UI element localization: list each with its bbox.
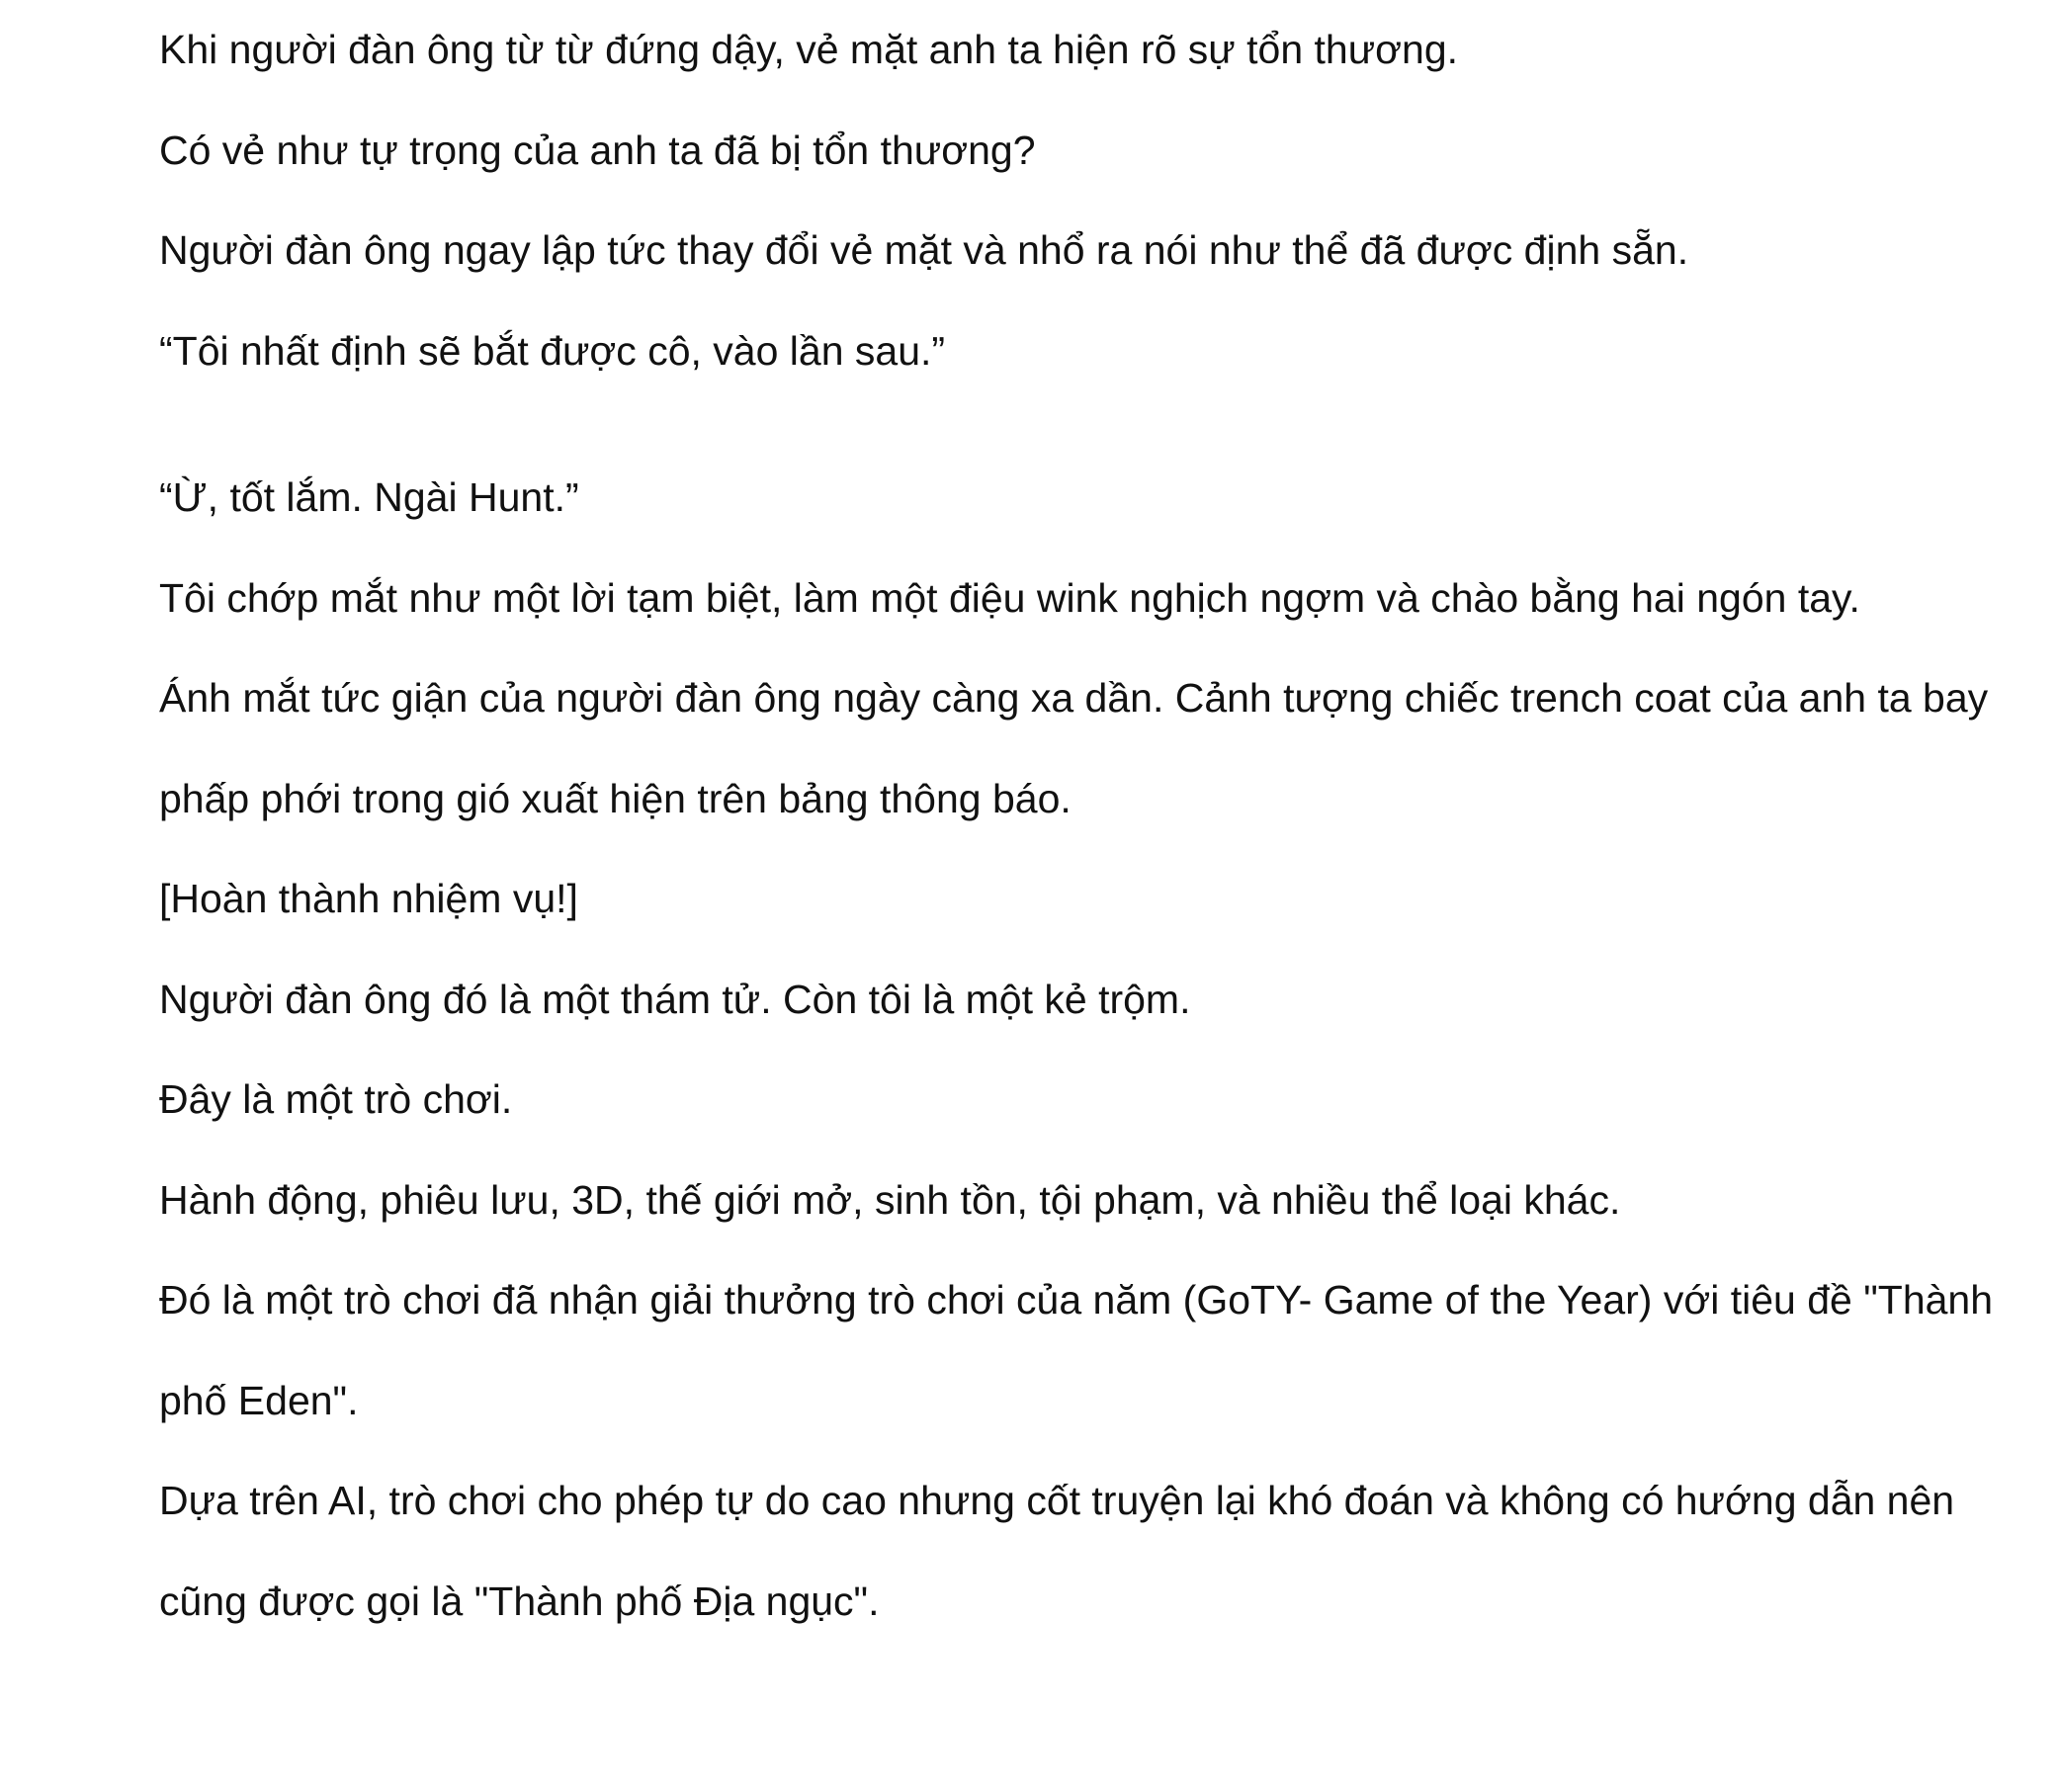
paragraph-gap xyxy=(159,401,1998,448)
paragraph-3: Người đàn ông ngay lập tức thay đổi vẻ mặt và nhổ ra nói như thể đã được định sẵn. xyxy=(159,227,1689,273)
paragraph-4: “Tôi nhất định sẽ bắt được cô, vào lần sau.” xyxy=(159,327,946,374)
paragraph-6: Tôi chớp mắt như một lời tạm biệt, làm một điệu wink nghịch ngợm và chào bằng hai ngón tay. xyxy=(159,574,1860,621)
paragraph-2: Có vẻ như tự trọng của anh ta đã bị tổn thương? xyxy=(159,127,1036,173)
paragraph-13: Dựa trên AI, trò chơi cho phép tự do cao nhưng cốt truyện lại khó đoán và không có hướng dẫn nên cũng được gọi là "Thành phố Địa ngục". xyxy=(159,1478,1955,1624)
paragraph-11: Hành động, phiêu lưu, 3D, thế giới mở, sinh tồn, tội phạm, và nhiều thể loại khác. xyxy=(159,1176,1621,1223)
document-body xyxy=(159,0,1998,1652)
paragraph-7: Ánh mắt tức giận của người đàn ông ngày càng xa dần. Cảnh tượng chiếc trench coat của anh ta bay phấp phới trong gió xuất hiện trên bảng thông báo. xyxy=(159,675,1989,821)
paragraph-1: Khi người đàn ông từ từ đứng dậy, vẻ mặt anh ta hiện rõ sự tổn thương. xyxy=(159,27,1459,72)
paragraph-5: “Ừ, tốt lắm. Ngài Hunt.” xyxy=(159,474,579,520)
paragraph-8: [Hoàn thành nhiệm vụ!] xyxy=(159,876,578,921)
paragraph-12: Đó là một trò chơi đã nhận giải thưởng trò chơi của năm (GoTY- Game of the Year) với tiêu đề "Thành phố Eden". xyxy=(159,1277,1994,1423)
paragraph-9: Người đàn ông đó là một thám tử. Còn tôi là một kẻ trộm. xyxy=(159,976,1191,1022)
paragraph-10: Đây là một trò chơi. xyxy=(159,1076,513,1122)
